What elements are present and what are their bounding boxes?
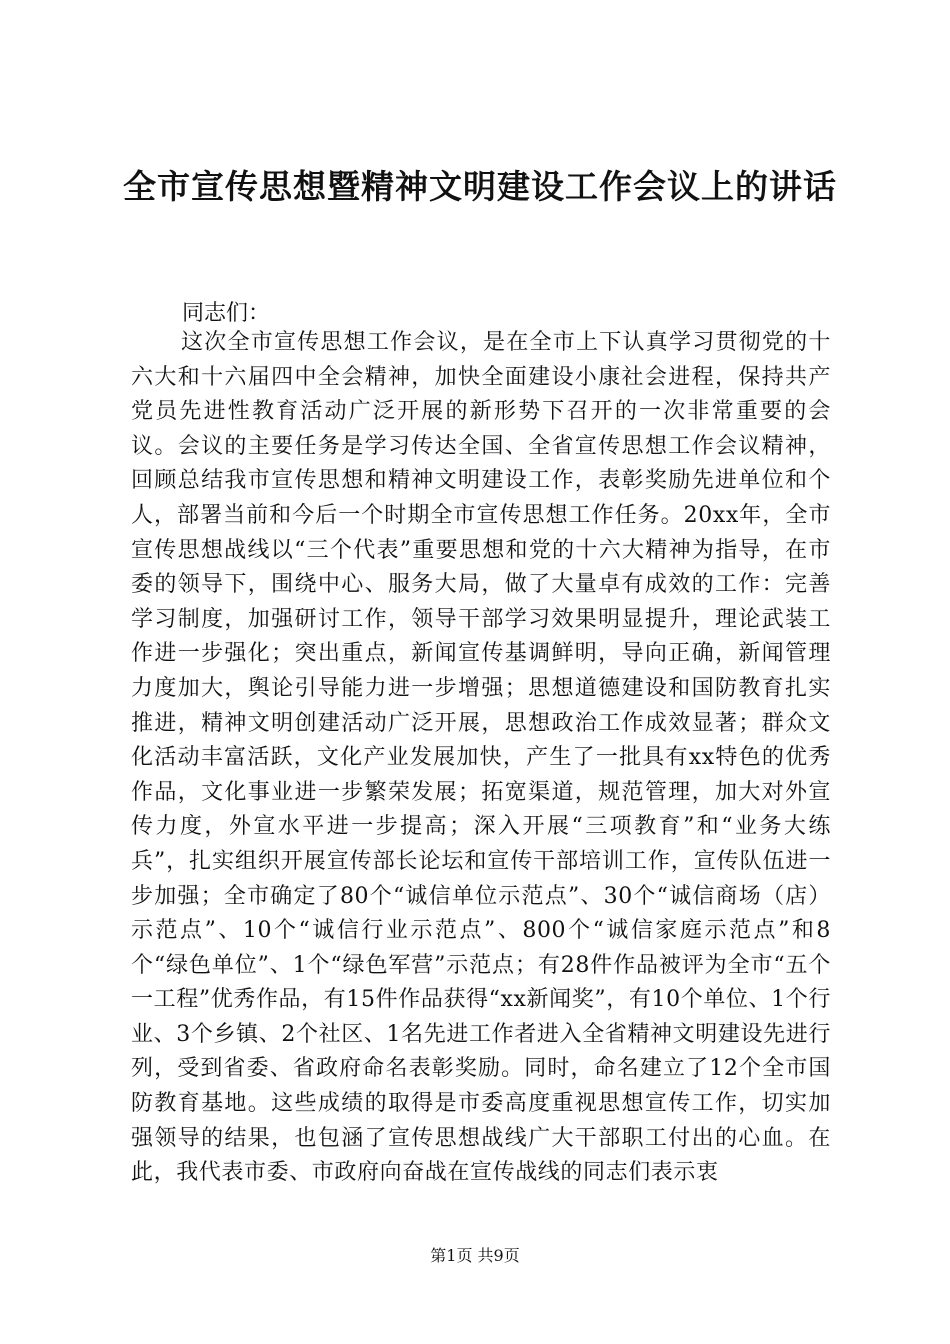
body-paragraph: 这次全市宣传思想工作会议，是在全市上下认真学习贯彻党的十六大和十六届四中全会精神，加快全面建设小康社会进程，保持共产党员先进性教育活动广泛开展的新形势下召开的一次非常重要的会议。会议的主要任务是学习传达全国、全省宣传思想工作会议精神，回顾总结我市宣传思想和精神文明建设工作，表彰奖励先进单位和个人，部署当前和今后一个时期全市宣传思想工作任务。20xx年，全市宣传思想战线以“三个代表”重要思想和党的十六大精神为指导，在市委的领导下，围绕中心、服务大局，做了大量卓有成效的工作：完善学习制度，加强研讨工作，领导干部学习效果明显提升，理论武装工作进一步强化；突出重点，新闻宣传基调鲜明，导向正确，新闻管理力度加大，舆论引导能力进一步增强；思想道德建设和国防教育扎实推进，精神文明创建活动广泛开展，思想政治工作成效显著；群众文化活动丰富活跃，文化产业发展加快，产生了一批具有xx特色的优秀作品，文化事业进一步繁荣发展；拓宽渠道，规范管理，加大对外宣传力度，外宣水平进一步提高；深入开展“三项教育”和“业务大练兵”，扎实组织开展宣传部长论坛和宣传干部培训工作，宣传队伍进一步加强；全市确定了80个“诚信单位示范点”、30个“诚信商场（店）示范点”、10个“诚信行业示范点”、800个“诚信家庭示范点”和8个“绿色单位”、1个“绿色军营”示范点；有28件作品被评为全市“五个一工程”优秀作品，有15件作品获得“xx新闻奖”，有10个单位、1个行业、3个乡镇、2个社区、1名先进工作者进入全省精神文明建设先进行列，受到省委、省政府命名表彰奖励。同时，命名建立了12个全市国防教育基地。这些成绩的取得是市委高度重视思想宣传工作，切实加强领导的结果，也包涵了宣传思想战线广大干部职工付出的心血。在此，我代表市委、市政府向奋战在宣传战线的同志们表示衷 bbox=[131, 330, 831, 1186]
document-title: 全市宣传思想暨精神文明建设工作会议上的讲话 bbox=[123, 167, 837, 206]
salutation: 同志们： bbox=[182, 301, 271, 326]
page-footer: 第1页 共9页 bbox=[430, 1246, 520, 1265]
